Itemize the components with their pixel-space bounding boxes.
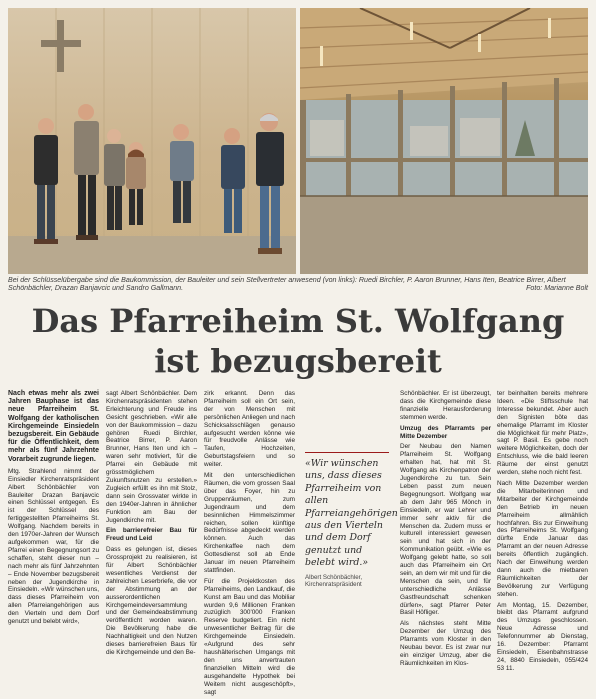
key-handover-photo: [8, 8, 296, 274]
headline-line-1: Das Pfarreiheim St. Wolfgang: [31, 302, 565, 340]
pull-quote: [305, 452, 398, 589]
article-column-2: [106, 390, 197, 660]
article-paragraph: sagt Albert Schönbächler. Dem Kirchenratspräsidenten stehen Erleichterung und Freude ins Gesicht geschrieben. «Wir alle von der Baukommission – dazu gehören Ruedi Birchler, Beatrice Birrer, P. Aaron Brunner, Hans Iten und ich – waren sehr motiviert, für die Pfarrei ein Gebäude mit grösstmöglichem Zukunftsnutzen zu erstellen.» Zugleich erfüllt es ihn mit Stolz, dann sein Grossvater wirkte in den 1940er-Jahren in ähnlicher Funktion am Bau der Jugendkirche mit.: [106, 390, 197, 524]
article-paragraph: ter beinhalten bereits mehrere Ideen. «Die Stiftsschule hat Interesse bekundet. Aber auch den Signisten böte das ehemalige Pfarramt im Kloster die Möglichkeit für mehr Platz», sagt P. Basil. Es gebe noch weitere Möglichkeiten, doch der Entschluss, wie die bald leeren Räume der einst genutzt werden, stehe noch nicht fest.: [497, 390, 588, 477]
article-paragraph: Mit den unterschiedlichen Räumen, die vom grossen Saal über das Foyer, hin zu Gruppenräumen, zum Jugendraum und dem besinnlichen Himmelszimmer reichen, sollen künftige Bedürfnisse abgedeckt werden können. Auch das Kirchenkaffee nach dem Gottesdienst soll ab Ende Januar im neuen Pfarreiheim stattfinden.: [204, 472, 295, 574]
article-paragraph: Schönbächler. Er ist überzeugt, dass die Kirchgemeinde diese finanzielle Herausforderung stemmen werde.: [400, 390, 491, 421]
article-paragraph: Nach Mitte Dezember werden die Mitarbeiterinnen und Mitarbeiter der Kirchgemeinde den Betrieb im neuen Pfarreiheim allmählich hochfahren. Bis zur Einweihung des Pfarreiheims St. Wolfgang dürfte Ende Januar das Pfarramt an der neuen Adresse bereits öffentlich zugänglich. Nach der Einweihung werden dann auch die mietbaren Räumlichkeiten der Bevölkerung zur Verfügung stehen.: [497, 479, 588, 598]
article-paragraph: Für die Projektkosten des Pfarreiheims, den Landkauf, die Kunst am Bau und das Mobiliar wurden 9,6 Millionen Franken zuzüglich 300'000 Franken Reserve budgetiert. Ein nicht unwesentlicher Beitrag für die Kirchgemeinde Einsiedeln. «Aufgrund des sehr haushälterischen Umgangs mit den uns anvertrauten finanziellen Mitteln wird die ausgehandelte Hypothek bei Weitem nicht ausgeschöpft», sagt: [204, 577, 295, 696]
article-paragraph: Der Neubau den Namen Pfarreiheim St. Wolfgang erhalten hat, hat mit St. Wolfgang als Kirchenpatron der Jugendkirche zu tun. Sein Leben passt zum neuen Begegnungsort. Wolfgang war ab dem Jahr 965 Mönch in Einsiedeln, er war Lehrer und immer sehr aktiv für die Menschen da. Zudem muss er kulturell interessiert gewesen sein und hat sich in der Kommunikation geübt. «Wie es Wolfgang gelebt hatte, so soll auch das Pfarreiheim ein Ort sein, an dem wir mit und für die Menschen da sein, und für unterschiedliche Anlässe Gastfreundschaft schenken dürfen», sagt Pfarrer Peter Basil Höfliger.: [400, 443, 491, 617]
group-of-people: [34, 104, 284, 254]
headline-line-2: ist bezugsbereit: [154, 342, 442, 380]
article-paragraph: Mtg. Strahlend nimmt der Einsiedler Kirchenratspräsident Albert Schönbächler von Bauleiter Drazan Banjavcic einen Schlüssel entgegen. Es ist der Schlüssel des fertiggestellten Pfarreiheims St. Wolfgang. Nachdem bereits in den 1970er-Jahren der Wunsch aufgekommen war, für die Pfarrei einen Begegnungsort zu schaffen, steht dieser nun – nach mehr als fünf Jahrzehnten – Ende November bezugsbereit neben der Jugendkirche in Einsiedeln. «Wir wünschen uns, dass dieses Pfarreiheim von allen Pfarreiangehörigen aus den Vierteln und dem Dorf genutzt und belebt wird»,: [8, 467, 99, 626]
caption-text: Bei der Schlüsselübergabe sind die Baukommission, der Bauleiter und sein Stellvertreter anwesend (von links): Ruedi Birchler, P. Aaron Brunner, Hans Iten, Beatrice Birrer, Albert Schönbächler, Drazan Banjavcic und Sandro Gallmann.: [8, 276, 566, 293]
article-column-5: [400, 390, 491, 671]
article-paragraph: Als nächstes steht Mitte Dezember der Umzug des Pfarramts vom Kloster in den Neubau bevor. Es ist zwar nur ein einziger Umzug, aber die Räumlichkeiten im Klos-: [400, 620, 491, 667]
article-subheading: Ein barrierefreier Bau für Freud und Leid: [106, 527, 197, 543]
key-handover-illustration: [8, 8, 296, 274]
pull-quote-text: «Wir wünschen uns, dass dieses Pfarreiheim von allen Pfarreiangehörigen aus den Vierteln und dem Dorf genutzt und belebt wird.»: [305, 458, 398, 569]
article-subheading: Umzug des Pfarramts per Mitte Dezember: [400, 424, 491, 440]
photo-strip: [8, 8, 588, 274]
pull-quote-source: Albert Schönbächler, Kirchenratspräsident: [305, 573, 363, 589]
article-paragraph: Am Montag, 15. Dezember, bleibt das Pfarramt aufgrund des Umzugs geschlossen. Neue Adresse und Telefonnummer ab Dienstag, 16. Dezember: Pfarramt Einsiedeln, Eisenbahnstrasse 24, 8840 Einsiedeln, 055/424 53 11.: [497, 601, 588, 672]
article-body: [8, 390, 588, 696]
article-column-3: [204, 390, 295, 699]
article-paragraph: zirk erkannt. Denn das Pfarreiheim soll ein Ort sein, der von Menschen mit persönlichen Anliegen und nach Schicksalsschlägen genauso aufgesucht werden könne wie für freudvolle Anlässe wie Taufen, Hochzeiten, Geburtstagsfeiern und so weiter.: [204, 390, 295, 469]
hall-interior-illustration: [300, 8, 588, 274]
article-paragraph: Dass es gelungen ist, dieses Grossprojekt zu realisieren, ist für Albert Schönbächler wesentliches Verdienst der zahlreichen Leserbriefe, die vor der Abstimmung an der ausserordentlichen Kirchgemeindeversammlung und der Gemeindeabstimmung veröffentlicht worden waren. Die Bevölkerung habe die Nachhaltigkeit und den Nutzen dieses barrierefreien Baus für die Kirchgemeinde und den Be-: [106, 546, 197, 656]
photo-caption: [8, 276, 588, 293]
photo-credit: Foto: Marianne Bolt: [526, 284, 588, 292]
article-column-1: [8, 390, 99, 629]
article-lead: Nach etwas mehr als zwei Jahren Bauphase ist das neue Pfarreiheim St. Wolfgang der katholischen Kirchgemeinde Einsiedeln bezugsbereit. Ein Gebäude für die Öffentlichkeit, dem mehr als fünf Jahrzehnte Vorarbeit zugrunde liegen.: [8, 390, 99, 463]
hall-interior-photo: [300, 8, 588, 274]
article-column-6: [497, 390, 588, 676]
